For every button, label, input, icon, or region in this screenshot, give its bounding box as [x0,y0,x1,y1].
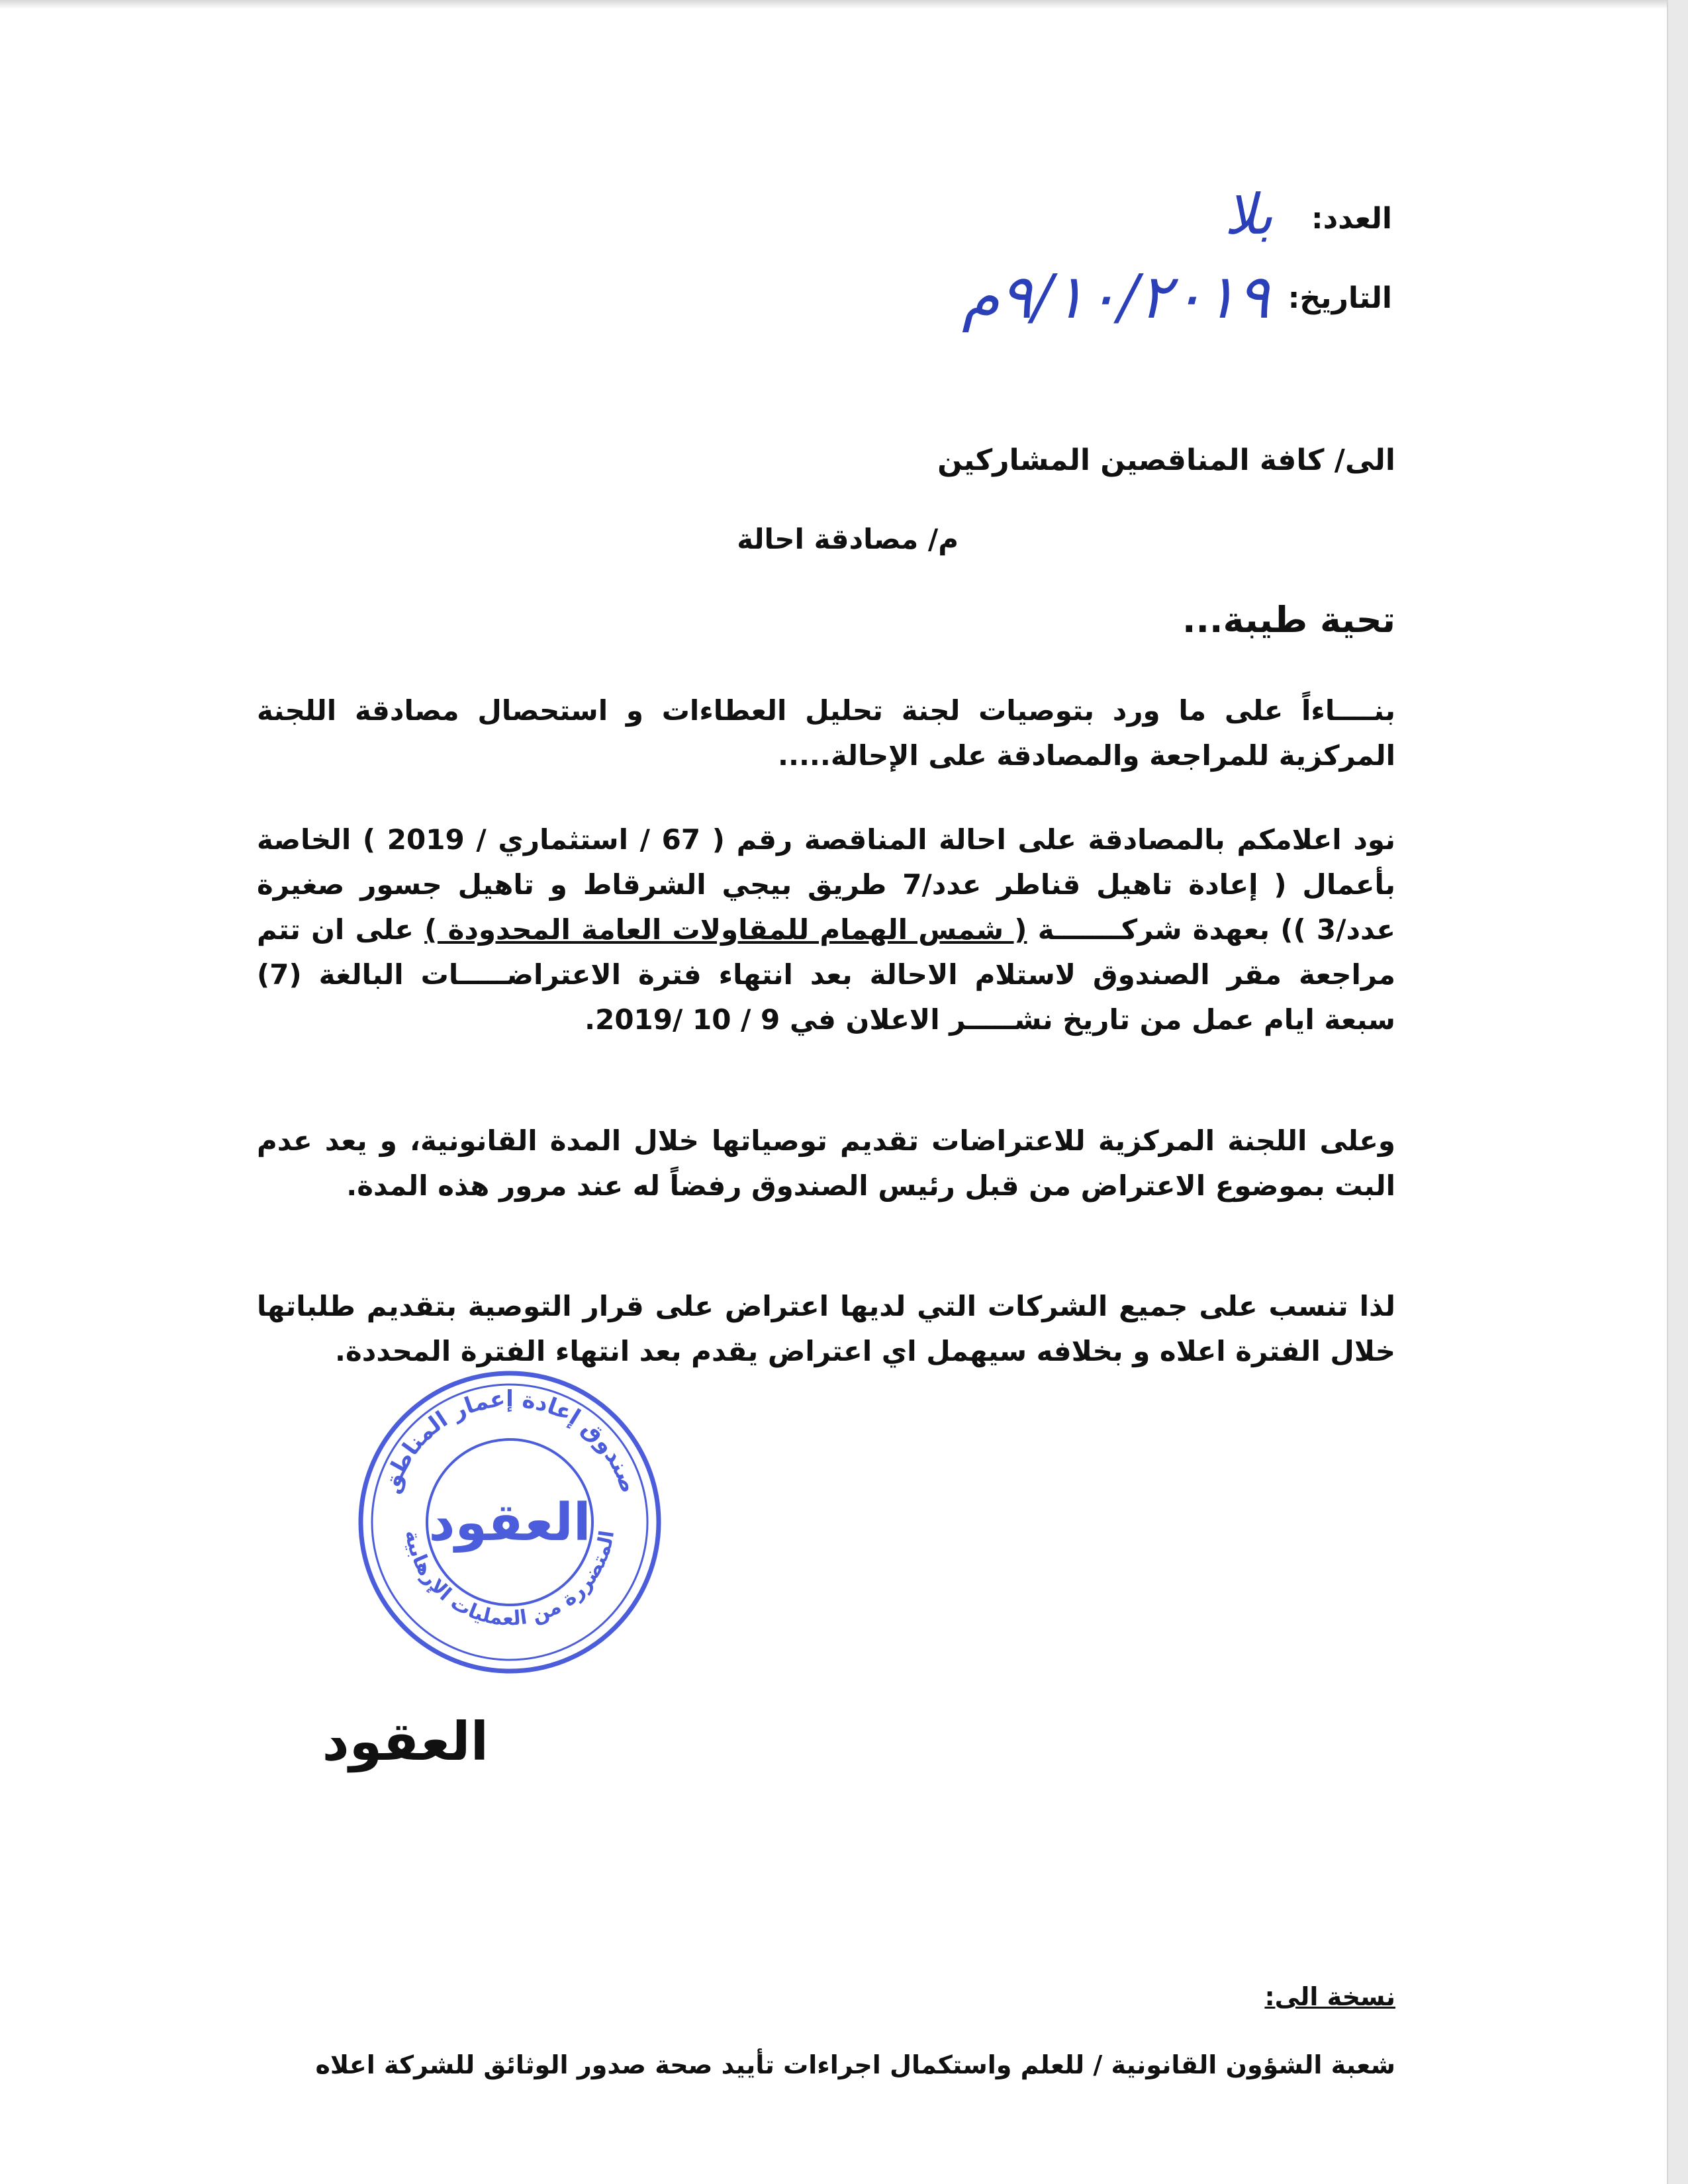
copy-to-line: شعبة الشؤون القانونية / للعلم واستكمال اجراءات تأييد صحة صدور الوثائق للشركة اعلاه [315,2050,1395,2079]
paragraph-2 [257,817,1395,1042]
company-name: ( شمس الهمام للمقاولات العامة المحدودة ) [424,913,1027,946]
recipient: الى/ كافة المناقصين المشاركين [937,443,1395,477]
stamp-top-text: صندوق إعادة إعمار المناطق [377,1385,642,1497]
stamp-bottom-text: المتضررة من العمليات الإرهابية [400,1528,620,1631]
official-stamp [354,1367,665,1678]
scan-edge [0,0,1667,9]
paragraph-2-text-a: نود اعلامكم بالمصادقة على احالة المناقصة رقم ( 67 / استثماري / 2019 ) الخاصة بأعمال ( إعادة تاهيل قناطر عدد/7 طريق بيجي الشرقاط و تاهيل جسور صغيرة عدد/3 )) بعهدة شركـــــــة [257,823,1395,946]
paragraph-3-text: وعلى اللجنة المركزية للاعتراضات تقديم توصياتها خلال المدة القانونية، و يعد عدم البت بموضوع الاعتراض من قبل رئيس الصندوق رفضاً له عند مرور هذه المدة. [257,1124,1395,1202]
paragraph-3 [257,1118,1395,1208]
signature-title: العقود [322,1711,489,1772]
date-handwritten: ٩/١٠/٢٠١٩م [962,261,1270,332]
stamp-center-text: العقود [428,1493,591,1553]
number-handwritten: بلا [1224,182,1273,247]
greeting: تحية طيبة... [1182,599,1395,641]
paragraph-4 [257,1284,1395,1374]
paragraph-1 [257,688,1395,778]
paragraph-2-text-b: على ان تتم مراجعة مقر الصندوق لاستلام الاحالة بعد انتهاء فترة الاعتراضـــــات البالغة (7) سبعة ايام عمل من تاريخ نشـــــر الاعلان في 9 / 10 /2019. [257,913,1395,1036]
subject: م/ مصادقة احالة [737,523,959,555]
paragraph-4-text: لذا تنسب على جميع الشركات التي لديها اعتراض على قرار التوصية بتقديم طلباتها خلال الفترة اعلاه و بخلافه سيهمل اي اعتراض يقدم بعد انتهاء الفترة المحددة. [257,1290,1395,1367]
copy-to-label: نسخة الى: [1264,1982,1395,2011]
paragraph-1-text: بنــــاءاً على ما ورد بتوصيات لجنة تحليل العطاءات و استحصال مصادقة اللجنة المركزية للمراجعة والمصادقة على الإحالة..... [257,694,1395,772]
date-label: التاريخ: [1288,281,1392,315]
number-label: العدد: [1311,202,1392,236]
